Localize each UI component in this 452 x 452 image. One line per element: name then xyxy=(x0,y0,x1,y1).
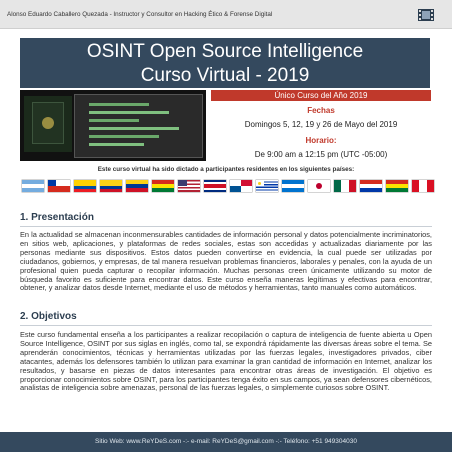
flag-chile xyxy=(48,180,70,192)
course-title: OSINT Open Source Intelligence xyxy=(86,41,364,62)
unique-course-banner: Único Curso del Año 2019 xyxy=(211,90,431,101)
participants-caption: Este curso virtual ha sido dictado a participantes residentes en los siguientes países: xyxy=(97,166,355,173)
flag-honduras xyxy=(282,180,304,192)
course-title-box xyxy=(20,38,430,88)
flag-japan xyxy=(308,180,330,192)
footer-contact: Sitio Web: www.ReYDeS.com -:- e-mail: ReYDeS@gmail.com -:- Teléfono: +51 949304030 xyxy=(95,438,357,445)
screen-picture xyxy=(74,94,203,158)
flag-paraguay xyxy=(360,180,382,192)
flag-panama xyxy=(230,180,252,192)
time-label: Horario: xyxy=(305,136,337,145)
flag-venezuela xyxy=(126,180,148,192)
film-strip-icon xyxy=(418,9,434,21)
section-presentacion-text: En la actualidad se almacenan inconmensurables cantidades de información personal y datos potencialmente incriminatorios, en sitios web, aplicaciones, y plataformas de redes sociales, estas son accedidas y actualizadas diariamente por las personas mediante sus dispositivos. Estos datos pueden convertirse en evidencia, la cual puede ser utilizadas por ciudadanos, gobiernos, y empresas, de tal manera resuelvan problemas financieros, laborales y penales, con la ayuda de un profesional quien pueda capturar o recopilar información. Muchas personas creen únicamente utilizando su motor de búsqueda favorito es suficiente para encontrar datos. Este curso enseña maneras legítimas y efectivas para encontrar, obtener, y analizar datos desde Internet, mediante el uso de métodos y herramientas, tanto manuales como automáticos. xyxy=(20,230,432,293)
flag-usa xyxy=(178,180,200,192)
top-header-bar xyxy=(0,0,452,29)
flag-colombia xyxy=(100,180,122,192)
flag-peru xyxy=(412,180,434,192)
section-objetivos-title: 2. Objetivos xyxy=(20,311,77,322)
time-value: De 9:00 am a 12:15 pm (UTC -05:00) xyxy=(254,150,388,159)
flag-mexico xyxy=(334,180,356,192)
author-line: Alonso Eduardo Caballero Quezada - Instructor y Consultor en Hacking Ético & Forense Digital xyxy=(7,11,273,18)
footer-bar xyxy=(0,432,452,452)
section-divider xyxy=(20,325,432,326)
section-objetivos-text: Este curso fundamental enseña a los participantes a realizar recopilación o captura de inteligencia de fuente abierta u Open Source Intelligence, OSINT por sus siglas en inglés, como tal, se expondrá rápidamente las diversas áreas sobre el tema. Se aprenderán conocimientos, técnicas y herramientas utilizadas por las fuerzas legales, investigadores privados, ciber atacantes, además los defensores también lo utilizan para examinar la gran cantidad de información en Internet, analizar los resultados, y basarse en piezas de datos interesantes para encontrar otras áreas de investigación. El objetivo es proporcionar conocimientos sobre OSINT, para los participantes tenga éxito en sus campos, ya sean defensores cibernéticos, analistas de inteligencia sobre amenazas, personal de las fuerzas legales, o simplemente curiosos sobre OSINT. xyxy=(20,330,432,393)
dates-label: Fechas xyxy=(307,106,335,115)
schedule-info xyxy=(211,90,431,165)
course-subtitle: Curso Virtual - 2019 xyxy=(140,65,310,86)
flag-costa-rica xyxy=(204,180,226,192)
flag-ecuador xyxy=(74,180,96,192)
flag-bolivia-2 xyxy=(386,180,408,192)
flag-bolivia xyxy=(152,180,174,192)
country-flags xyxy=(22,180,432,192)
dates-value: Domingos 5, 12, 19 y 26 de Mayo del 2019 xyxy=(244,120,398,129)
course-screenshot-image xyxy=(20,90,206,161)
passport-picture xyxy=(24,96,72,152)
section-divider xyxy=(20,226,432,227)
flag-uruguay xyxy=(256,180,278,192)
section-presentacion-title: 1. Presentación xyxy=(20,212,94,223)
flag-argentina xyxy=(22,180,44,192)
